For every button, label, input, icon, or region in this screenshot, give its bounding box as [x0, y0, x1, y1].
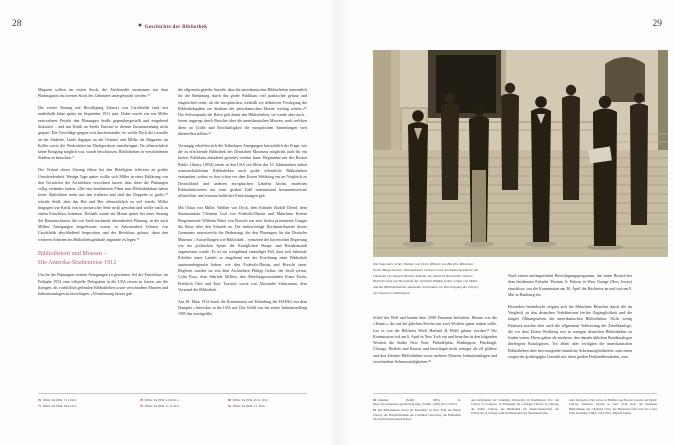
section-heading-line2: Die Amerika-Studienreise 1912 [38, 258, 117, 266]
page-number-right: 29 [652, 19, 662, 29]
body-paragraph: Am 28. März 1912 brach die Kommission auf Einladung der HAPAG mit dem Dampfer »Amerika« in die USA auf. Das Schiff war bei seiner Indienststellung 1905 das zweitgrößte [178, 298, 307, 317]
left-page-column-2 [178, 87, 307, 323]
footnote-text: DMA, VA 2959, 29.11.1911. [232, 398, 269, 402]
footnote-text: DMA, VA 2959, 11.11.1911. [144, 403, 181, 408]
footnote [228, 398, 320, 402]
chapter-title: Geschichte der Bibliothek [144, 25, 208, 30]
body-paragraph: Um für die Planungen weitere Anregungen zu gewinnen, fiel der Entschluss, im Frühjahr 1912 eine offizielle Delegation in die USA reisen zu lassen, um die dortigen, als vorbildlich geltenden Bibliotheken sowie verschiedene Museen und Industrieanlagen zu besichtigen: »Veranlassung hierzu gab [38, 272, 168, 297]
footnote-column [140, 398, 232, 410]
footnote [140, 404, 232, 408]
body-paragraph: Nach einem umfangreichen Besichtigungsprogramm, das einen Besuch bei dem berühmten Erfinder Thomas A. Edison in West Orange (New Jersey) einschloss, trat die Kommission am 30. April die Rückreise an und traf am 9. Mai in Hamburg ein. [508, 273, 632, 297]
group-photo [373, 50, 668, 257]
footnote-number: 76 [38, 398, 42, 402]
footnote-number: 81 [228, 403, 232, 408]
footnote-text-continued: samt Reynolds Club sowie in Buffalo und Boston jeweils die Public Library. Daneben wurden in New York noch die kleineren Bibliotheken des Chemists Club, des Hardware Club und des Lotos Club besichtigt. DMA, VA 5239/1, Bericht Gelius. [569, 398, 657, 416]
group-photo-illustration [373, 50, 668, 257]
footnote-text: DMA, VA 2959, 7.11.1910. [42, 398, 77, 402]
body-paragraph: Der Verlauf dieser Sitzung führte bei den Beteiligten teilweise zu großer Unzufriedenheit. Wenige Tage später wollte sich Miller in einer Erklärung von den Vorwürfen der Architekten verwahren lassen, dass diese die Planungen völlig verändert hätten: »Die neu bearbeiteten Pläne zum Bibliotheksbau haben keine Ähnlichkeit mehr mit den früheren und sind das Doppelte so groß«,⁷⁸ schrieb Seidl, dem das Hin und Her offensichtlich zu viel wurde. Miller hingegen war Kritik von so prosaischer Seite nicht gewohnt und wollte rasch zu einem Entschluss kommen. Deshalb wurde ein Monat später bei einer Sitzung des Bauausschusses die von Seidl nochmals überarbeitete Planung, in die auch Millers Anregungen eingeflossen waren, in Anwesenheit Schnorr von Carolsfelds abschließend besprochen und der Beschluss gefasst, diese den weiteren Arbeiten am Bibliotheksgebäude zugrunde zu legen.⁷⁹ [38, 167, 168, 242]
right-page-column-1 [373, 315, 497, 371]
body-paragraph: Magazin sollten im ersten Stock, die Zeichensäle zusammen mit dem Planmagazin im zweiten Stock des Gebäudes untergebracht werden.⁷⁶ [38, 87, 168, 99]
right-page-column-2 [508, 273, 632, 366]
body-paragraph: Die zweite Sitzung mit Bewilligung Schnorr von Carolsfelds fand erst anderthalb Jahre später im September 1911 statt. Dabei wurde ein von Miller entworfenes Projekt den Planungen Seidls gegenübergestellt und eingehend diskutiert – und mit Kritik an Seidls Entwurf in diesem Zusammenhang nicht gespart. Die Vorschläge gingen weit durcheinander: So wollte Dyck die Lesesäle an der Südseite, Linde dagegen an der Ostseite und Miller die Magazine im Keller sowie die Werkstätten im Dachgeschoss unterbringen. Da offensichtlich keine Einigung möglich war, wurde beschlossen, Bibliotheken in verschiedenen Städten zu besuchen.⁷⁷ [38, 105, 168, 161]
page-number-left: 28 [12, 19, 22, 29]
body-paragraph: die allgemein geteilte Ansicht, dass die amerikanischen Bibliotheken namentlich für die Benützung durch das große Publikum viel praktischer gebaut und eingerichtet seien, als die europäischen, weshalb vor definitiver Festlegung der Bibliothekspläne ein Studium der amerikanischen Muster wichtig schien.«⁸⁰ Der Schwerpunkt der Reise galt damit den Bibliotheken, sie wurde aber auch – ferner angeregt durch Berichte über die amerikanischen Museen, nach welchen diese an Größe und Reichhaltigkeit die europäischen Sammlungen weit übertreffen sollten.⁸¹ [178, 87, 307, 137]
footnote [373, 408, 461, 421]
body-paragraph: Vorrangig erhofften sich die Teilnehmer Anregungen hinsichtlich der Frage, wie die zu errichtende Bibliothek des Deutschen Museums möglichst auch für ein breites Publikum einladend gestaltet werden kann. Beginnend mit der Boston Public Library (1854) waren in den USA seit Mitte des 19. Jahrhunderts neben wissenschaftlichen Bibliotheken auch große öffentliche Bibliotheken entstanden, sodass es dort schon vor dem Ersten Weltkrieg ein im Vergleich zu Deutschland und anderen europäischen Ländern höchst modernes Bibliothekswesen mit einer großen Zahl international bestaunenswerter öffentlicher und wissenschaftlicher Einrichtungen gab. [178, 142, 307, 199]
footnote-number: 80 [228, 398, 232, 402]
footnote-column [373, 398, 461, 423]
footnote-number: 82 [373, 398, 377, 402]
footnote-text: DMA, VA 2959, 2.1.1912. [232, 403, 266, 408]
footnote-number: 78 [140, 398, 144, 402]
page-gutter-shadow [328, 0, 348, 445]
body-paragraph: Schiff der Welt und konnte über 2500 Personen befördern. Ebenso wie die »Titanic«, die auf der gleichen Strecke nur zwei Wochen später sinken sollte, war es von der Belfaster Werft Harland & Wolff gebaut worden.⁸² Die Kommission traf am 6. April in New York ein und besuchte in den folgenden Wochen die Städte New York, Philadelphia, Washington, Pittsburgh, Chicago, Buffalo und Boston und besichtigte nicht weniger als elf größere und drei kleinere Bibliotheken sowie mehrere Museen, Industrieanlagen und verschiedene Sehenswürdigkeiten.⁸³ [373, 315, 497, 365]
section-heading-line1: Bibliotheken und Museen – [38, 249, 107, 257]
footnote [140, 398, 232, 402]
running-header [38, 23, 307, 30]
chapter-marker-icon [138, 23, 142, 27]
footnote-column [38, 398, 130, 410]
footnote-text: DMA, VA 2959, 2.10.1911. [144, 398, 179, 402]
footnote-number: 79 [140, 403, 144, 408]
footnote-text: DMA, VA 2959, 29.9.1911. [42, 403, 77, 408]
photo-caption: Von links nach rechts: Walther von Dyck, Wilhelm von Borscht, Münchner Erster Bürgermeister; Staatsminister Clemens Graf von Podewils-Dürniz, der Librarian of Congress Herbert Putnam, der deutsche Botschafter Johann Heinrich Graf von Bernstorff, der Architekt Philipp Gelius, Oskar von Miller und der Bibliotheksleiter Alexander Schürmann vor dem Eingang der Library of Congress in Washington. [373, 262, 479, 295]
left-page-column-1 [38, 87, 168, 303]
footnote-rule [373, 393, 657, 394]
body-paragraph: Mit Oskar von Miller, Walther von Dyck, dem Erfinder Rudolf Diesel, dem Staatsminister Clemens Graf von Podewils-Dürniz und Münchens Erstem Bürgermeister Wilhelm Ritter von Borscht trat eine höchst prominente Gruppe die Reise über den Atlantik an. Die mehrwöchige Nordamerikareise dieses Gremiums unterstreicht die Bedeutung, die den Planungen für das Deutsche Museum – Ausstellungen wie Bibliothek – vonseiten der bayerischen Regierung wie der politischen Spitze der Königlichen Haupt- und Residenzstadt zugemessen wurde. Es ist ein weitgehend einmaliger Fall, dass sich führende Politiker eines Landes so eingehend mit der Errichtung einer Bibliothek auseinandergesetzt haben, wie dies Podewils-Dürniz und Borscht taten. Begleitet wurden sie von dem Architekten Philipp Gelius, der Seidl vertrat, Colin Ross, dem Sekretär Millers, den Abteilungsvorständen Franz Fuchs, Friedrich Orth und Kurt Tuxweis sowie von Alexander Schürmann, dem Vorstand der Bibliothek. [178, 205, 307, 292]
footnote-text-continued: und Architektur der Columbia University, in Washington, D.C. die Library of Congress, in Pittsburgh die Carnegie Library, in Chicago die Public Library, die Bibliothek für Naturwissenschaft der University of Chicago und die Bibliothek des Studentenwerks [471, 398, 559, 416]
footnote-column [471, 398, 559, 417]
footnote-text: Die Bibliotheken waren im Einzelnen: in New York die Public Library, die Hauptbibliothek der Columbia University, die Bibliothek für Nachrichtenwissenschaften [373, 408, 461, 422]
section-heading [38, 250, 168, 268]
footnote-column [228, 398, 320, 410]
footnote [373, 398, 461, 407]
footnote [38, 404, 130, 408]
body-paragraph: Besonders beeindruckt zeigten sich die Münchner Besucher durch die im Vergleich zu den deutschen Verhältnissen leichte Zugänglichkeit und die langen Öffnungszeiten der amerikanischen Bibliotheken. Nicht wenig Eindruck machte aber auch die allgemeine Verbreitung der Zettelkataloge, die vor dem Ersten Weltkrieg erst in wenigen deutschen Bibliotheken zu finden waren. Diese galten als moderne, den damals üblichen Bandkatalogen überlegene Katalogform. Vor allem aber verfügten die amerikanischen Bibliotheken über hervorragende räumliche Arbeitsmöglichkeiten: zum einen wegen der großzügigen Lesesäle mit ihren großen Freihandbeständen, zum [508, 303, 632, 360]
footnote [228, 404, 320, 408]
footnote-rule [38, 393, 307, 394]
footnote-number: 77 [38, 403, 42, 408]
footnote-text: Amerika (Schiff, 1905), in: https://de.wikipedia.org/wiki/Amerika_(Schiff,_1905) (02.12.2015). [373, 398, 461, 407]
footnote-number: 83 [373, 408, 377, 413]
footnote-column [569, 398, 657, 417]
footnote [38, 398, 130, 402]
